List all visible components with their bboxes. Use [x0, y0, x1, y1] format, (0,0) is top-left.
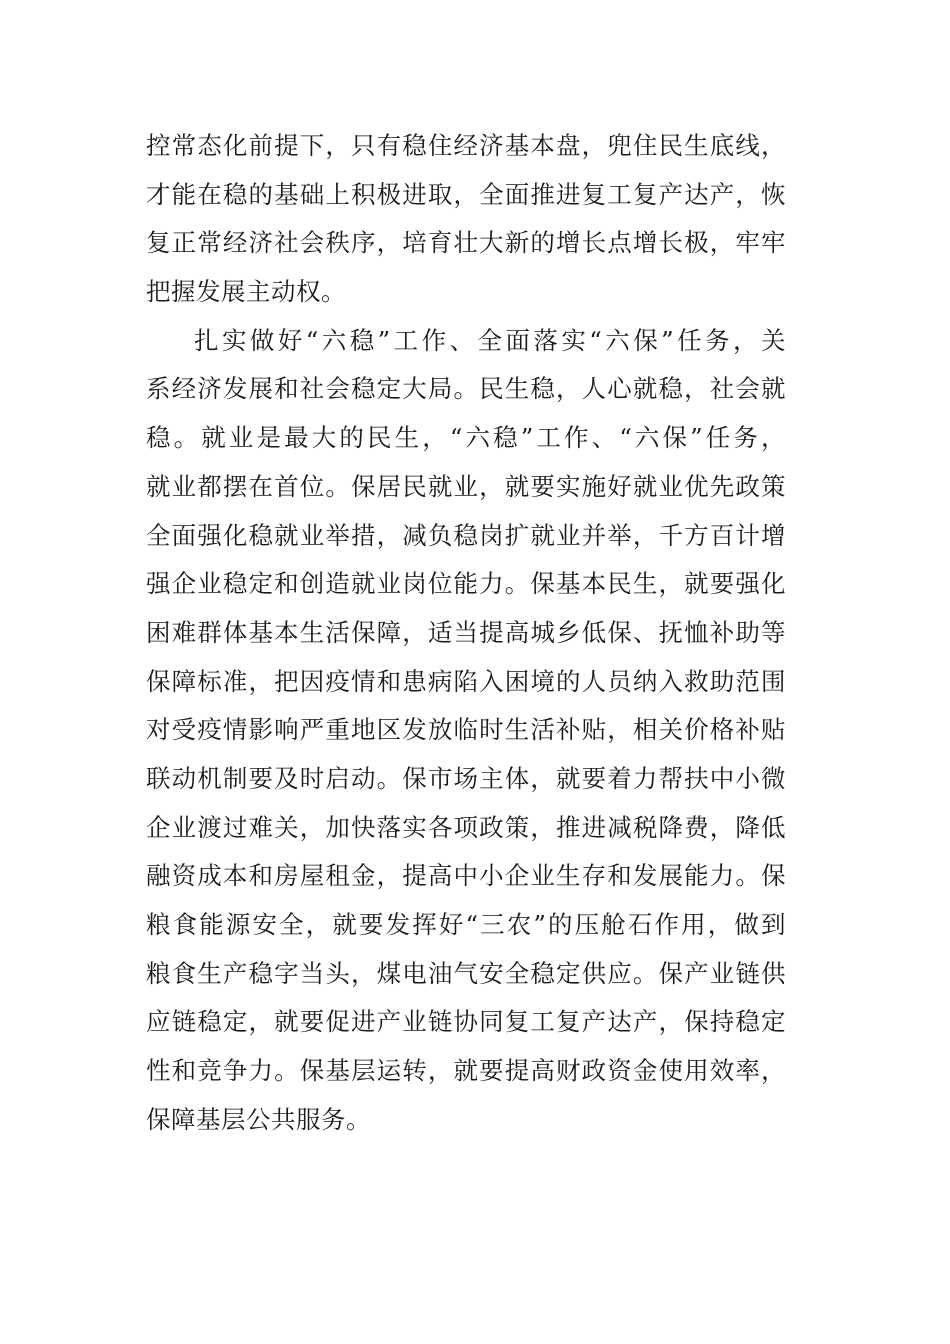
text-line: 把握发展主动权。	[146, 277, 346, 307]
paragraph-2	[146, 321, 786, 1149]
text-line: 粮食生产稳字当头，煤电油气安全稳定供应。保产业链供	[146, 958, 786, 988]
text-line: 全面强化稳就业举措，减负稳岗扩就业并举，千方百计增	[146, 520, 786, 550]
text-line: 复正常经济社会秩序，培育壮大新的增长点增长极，牢牢	[146, 228, 786, 258]
body-text	[146, 126, 786, 1148]
text-line: 对受疫情影响严重地区发放临时生活补贴，相关价格补贴	[146, 715, 786, 745]
text-line: 企业渡过难关，加快落实各项政策，推进减税降费，降低	[146, 812, 786, 842]
text-line: 扎实做好“六稳”工作、全面落实“六保”任务，关	[194, 325, 786, 355]
text-line: 控常态化前提下，只有稳住经济基本盘，兜住民生底线，	[146, 131, 786, 160]
text-line: 融资成本和房屋租金，提高中小企业生存和发展能力。保	[146, 861, 786, 891]
text-line: 困难群体基本生活保障，适当提高城乡低保、抚恤补助等	[146, 617, 786, 647]
text-line: 系经济发展和社会稳定大局。民生稳，人心就稳，社会就	[146, 374, 786, 404]
text-line: 就业都摆在首位。保居民就业，就要实施好就业优先政策	[146, 471, 786, 501]
text-line: 联动机制要及时启动。保市场主体，就要着力帮扶中小微	[146, 763, 786, 793]
text-line: 保障基层公共服务。	[146, 1104, 371, 1134]
text-line: 强企业稳定和创造就业岗位能力。保基本民生，就要强化	[146, 569, 786, 599]
text-line: 保障标准，把因疫情和患病陷入困境的人员纳入救助范围	[146, 666, 786, 696]
text-line: 稳。就业是最大的民生，“六稳”工作、“六保”任务，	[146, 423, 786, 453]
text-line: 应链稳定，就要促进产业链协同复工复产达产，保持稳定	[146, 1007, 786, 1037]
text-line: 粮食能源安全，就要发挥好“三农”的压舱石作用，做到	[146, 910, 786, 939]
paragraph-1	[146, 126, 786, 321]
text-line: 才能在稳的基础上积极进取，全面推进复工复产达产，恢	[146, 179, 786, 209]
text-line: 性和竞争力。保基层运转，就要提高财政资金使用效率，	[146, 1056, 786, 1086]
